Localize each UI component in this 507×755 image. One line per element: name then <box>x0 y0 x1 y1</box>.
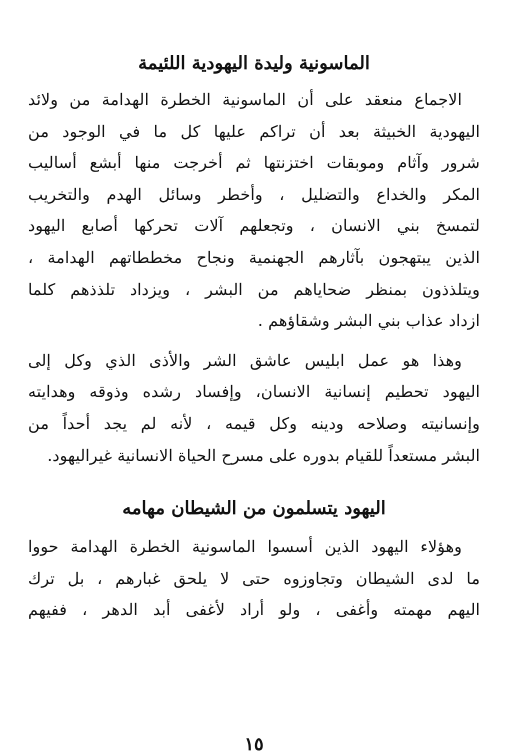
paragraph <box>28 84 480 337</box>
text-line: اليهودية الخبيثة بعد أن تراكم عليها كل ما في الوجود من <box>28 121 480 141</box>
text-line: ويتلذذون بمنظر ضحاياهم من البشر ، ويزداد تلذذهم كلما <box>28 279 480 299</box>
text-line: اليهم مهمته وأغفى ، ولو أراد لأغفى أبد الدهر ، ففيهم <box>28 600 480 620</box>
text-line: الاجماع منعقد على أن الماسونية الخطرة الهدامة من ولائد <box>28 90 462 109</box>
section-title: الماسونية وليدة اليهودية اللئيمة <box>138 53 370 74</box>
book-page <box>28 52 480 755</box>
text-line: المكر والخداع والتضليل ، وأخطر وسائل الهدم والتخريب <box>28 184 480 204</box>
page-number: ١٥ <box>244 734 264 755</box>
text-line: البشر مستعداً للقيام بدوره على مسرح الحياة الانسانية غيراليهود. <box>47 445 480 465</box>
paragraph <box>28 531 480 626</box>
text-line: وإنسانيته وصلاحه ودينه وكل قيمه ، لأنه لم يجد أحداً من <box>28 413 480 433</box>
text-line: ازداد عذاب بني البشر وشقاؤهم . <box>257 311 480 331</box>
text-line: وهؤلاء اليهود الذين أسسوا الماسونية الخطرة الهدامة حووا <box>28 537 462 557</box>
text-line: الذين يبتهجون بآثارهم الجهنمية ونجاح مخططاتهم الهدامة ، <box>28 247 480 267</box>
paragraph <box>28 345 480 471</box>
text-line: وهذا هو عمل ابليس عاشق الشر والأذى الذي وكل إلى <box>28 350 462 370</box>
text-line: ما لدى الشيطان وتجاوزوه حتى لا يلحق غبارهم ، بل ترك <box>28 568 480 588</box>
section-title: اليهود يتسلمون من الشيطان مهامه <box>122 498 386 520</box>
text-line: شرور وآثام وموبقات اختزنتها ثم أخرجت منها أبشع أساليب <box>28 153 480 173</box>
text-line: اليهود تحطيم إنسانية الانسان، وإفساد رشده وذوقه وهدايته <box>28 382 480 402</box>
text-line: لتمسخ بني الانسان ، وتجعلهم آلات تحركها أصابع اليهود <box>28 216 480 236</box>
